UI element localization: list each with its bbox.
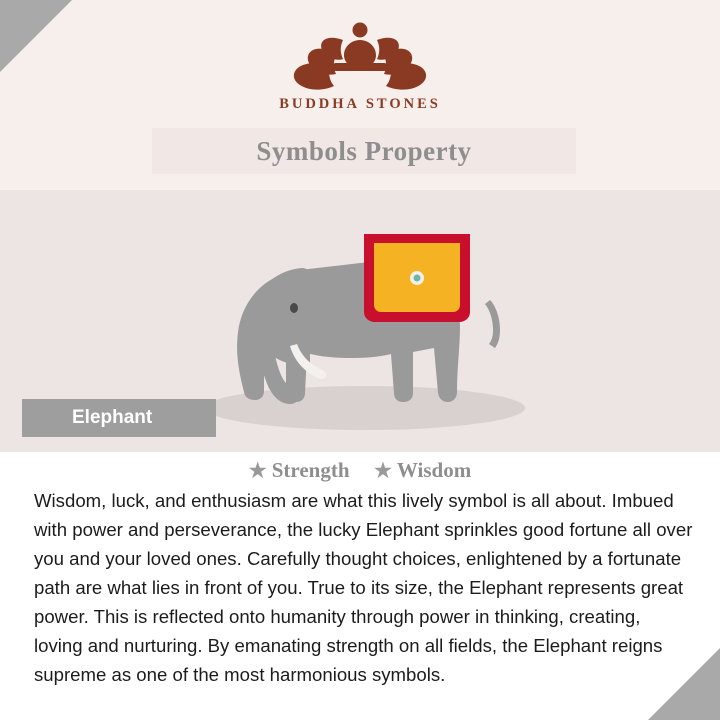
brand-logo xyxy=(0,16,720,113)
star-icon: ★ xyxy=(373,460,392,482)
title-band xyxy=(152,128,576,174)
corner-decoration-bottom-right xyxy=(648,648,720,720)
keyword-label: Wisdom xyxy=(396,458,472,482)
keywords-row xyxy=(0,458,720,483)
corner-decoration-top-left xyxy=(0,0,72,72)
brand-name: BUDDHA STONES xyxy=(279,96,441,112)
keyword-item xyxy=(249,458,350,483)
keyword-item xyxy=(374,458,471,483)
keyword-label: Strength xyxy=(271,458,350,482)
symbol-label-band xyxy=(22,399,216,437)
symbol-label: Elephant xyxy=(72,407,153,428)
description-text: Wisdom, luck, and enthusiasm are what this lively symbol is all about. Imbued with power and perseverance, the lucky Elephant sprinkles good fortune all over you and your loved ones. Carefully thought choices, enlightened by a fortunate path are what lies in front of you. True to its size, the Elephant represents great power. This is reflected onto humanity through power in thinking, creating, loving and nurturing. By emanating strength on all fields, the Elephant reigns supreme as one of the most harmonious symbols. xyxy=(34,490,693,685)
lotus-meditation-icon xyxy=(0,16,720,94)
page-title: Symbols Property xyxy=(256,135,472,166)
star-icon: ★ xyxy=(248,460,267,482)
